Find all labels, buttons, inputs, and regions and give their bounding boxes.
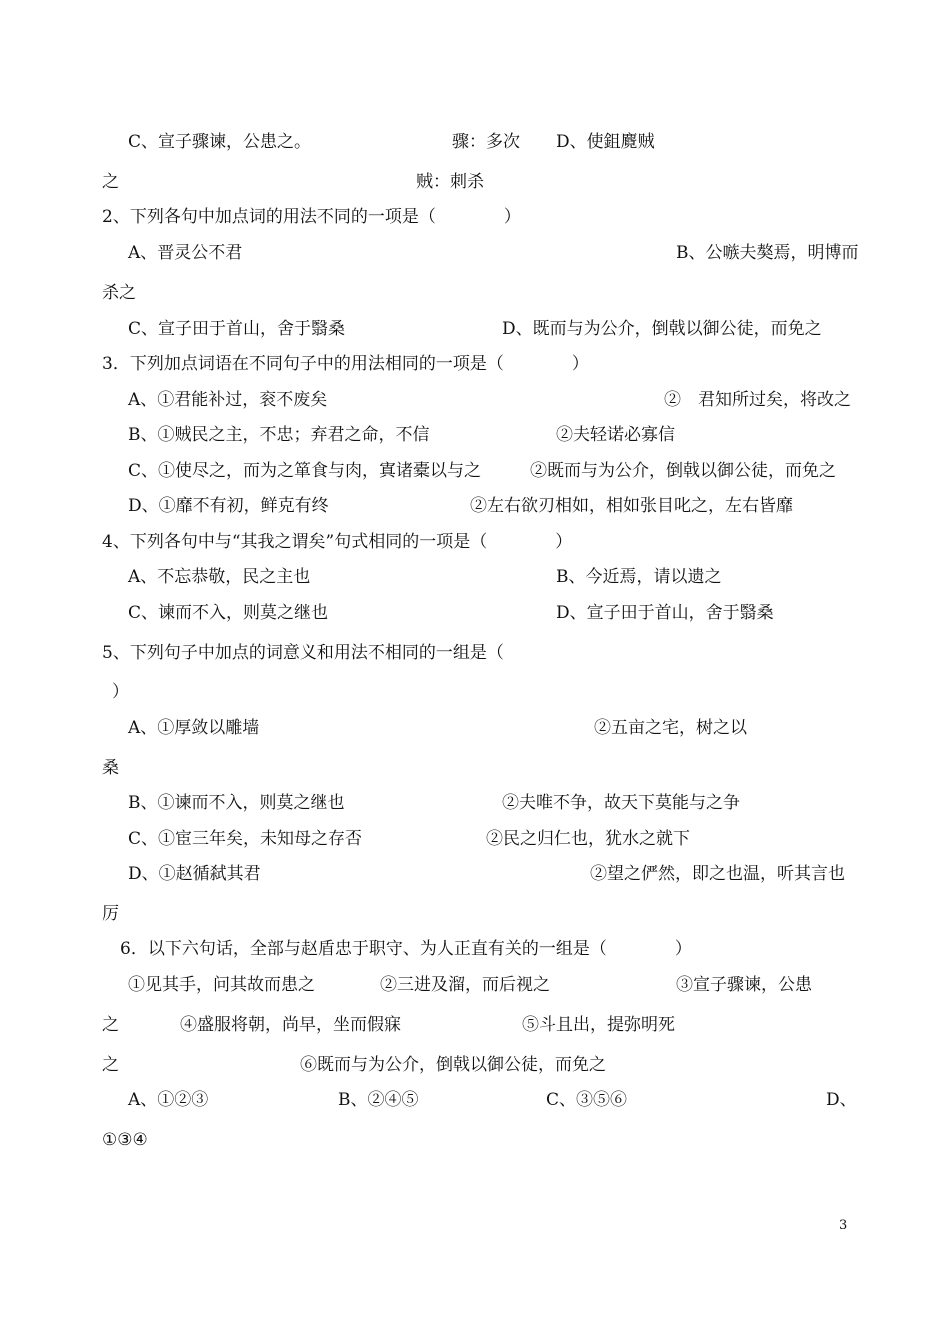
- text-line: 杀之: [102, 283, 136, 303]
- text-line: ④盛服将朝，尚早，坐而假寐: [180, 1015, 401, 1035]
- text-line: ①见其手，问其故而患之: [128, 975, 315, 995]
- text-line: ③宣子骤谏，公患: [676, 975, 812, 995]
- text-line: ②夫唯不争，故天下莫能与之争: [502, 793, 740, 813]
- text-line: A、①②③: [128, 1090, 209, 1110]
- text-line: D、: [826, 1090, 857, 1110]
- text-line: D、宣子田于首山，舍于翳桑: [556, 603, 774, 623]
- text-line: 之: [102, 172, 119, 192]
- text-line: A、①君能补过，衮不废矣: [128, 390, 328, 410]
- text-line: C、谏而不入，则莫之继也: [128, 603, 329, 623]
- text-line: D、①赵循弑其君: [128, 864, 261, 884]
- text-line: ⑤斗且出，提弥明死: [522, 1015, 675, 1035]
- text-line: C、③⑤⑥: [546, 1090, 628, 1110]
- text-line: D、使鉏麑贼: [556, 132, 655, 152]
- text-line: C、①宦三年矣，未知母之存否: [128, 829, 363, 849]
- text-line: ②三进及溜，而后视之: [380, 975, 550, 995]
- text-line: B、今近焉，请以遗之: [556, 567, 722, 587]
- text-line: C、①使尽之，而为之箪食与肉，寘诸橐以与之: [128, 461, 482, 481]
- text-line: ②望之俨然，即之也温，听其言也: [590, 864, 845, 884]
- text-line: 6．以下六句话，全部与赵盾忠于职守、为人正直有关的一组是（ ）: [120, 939, 692, 959]
- text-line: 骤：多次: [452, 132, 520, 152]
- text-line: 4、下列各句中与“其我之谓矣”句式相同的一项是（ ）: [102, 532, 573, 552]
- text-line: B、①谏而不入，则莫之继也: [128, 793, 345, 813]
- text-line: ②五亩之宅，树之以: [594, 718, 747, 738]
- text-line: ）: [112, 682, 129, 702]
- text-line: ②民之归仁也，犹水之就下: [486, 829, 690, 849]
- text-line: A、不忘恭敬，民之主也: [128, 567, 311, 587]
- text-line: A、晋灵公不君: [128, 243, 243, 263]
- text-line: 3．下列加点词语在不同句子中的用法相同的一项是（ ）: [102, 354, 589, 374]
- text-line: ②左右欲刃相如，相如张目叱之，左右皆靡: [470, 496, 793, 516]
- text-line: 5、下列句子中加点的词意义和用法不相同的一组是（: [102, 643, 504, 663]
- text-line: ②既而与为公介，倒戟以御公徒，而免之: [530, 461, 836, 481]
- text-line: 贼：刺杀: [416, 172, 484, 192]
- text-line: C、宣子骤谏，公患之。: [128, 132, 312, 152]
- text-line: B、②④⑤: [338, 1090, 419, 1110]
- text-line: C、宣子田于首山，舍于翳桑: [128, 319, 346, 339]
- text-line: 桑: [102, 758, 119, 778]
- text-line: ⑥既而与为公介，倒戟以御公徒，而免之: [300, 1055, 606, 1075]
- text-line: ②夫轻诺必寡信: [556, 425, 675, 445]
- text-line: B、①贼民之主，不忠；弃君之命，不信: [128, 425, 430, 445]
- text-line: D、既而与为公介，倒戟以御公徒，而免之: [502, 319, 822, 339]
- text-line: ①③④: [102, 1130, 148, 1150]
- text-line: B、公嗾夫獒焉，明博而: [676, 243, 859, 263]
- text-line: A、①厚敛以雕墙: [128, 718, 260, 738]
- text-line: 之: [102, 1015, 119, 1035]
- page-number: 3: [839, 1218, 848, 1233]
- text-line: ② 君知所过矣，将改之: [664, 390, 851, 410]
- text-line: 2、下列各句中加点词的用法不同的一项是（ ）: [102, 207, 521, 227]
- text-line: D、①靡不有初，鲜克有终: [128, 496, 329, 516]
- text-line: 之: [102, 1055, 119, 1075]
- text-line: 厉: [102, 904, 119, 924]
